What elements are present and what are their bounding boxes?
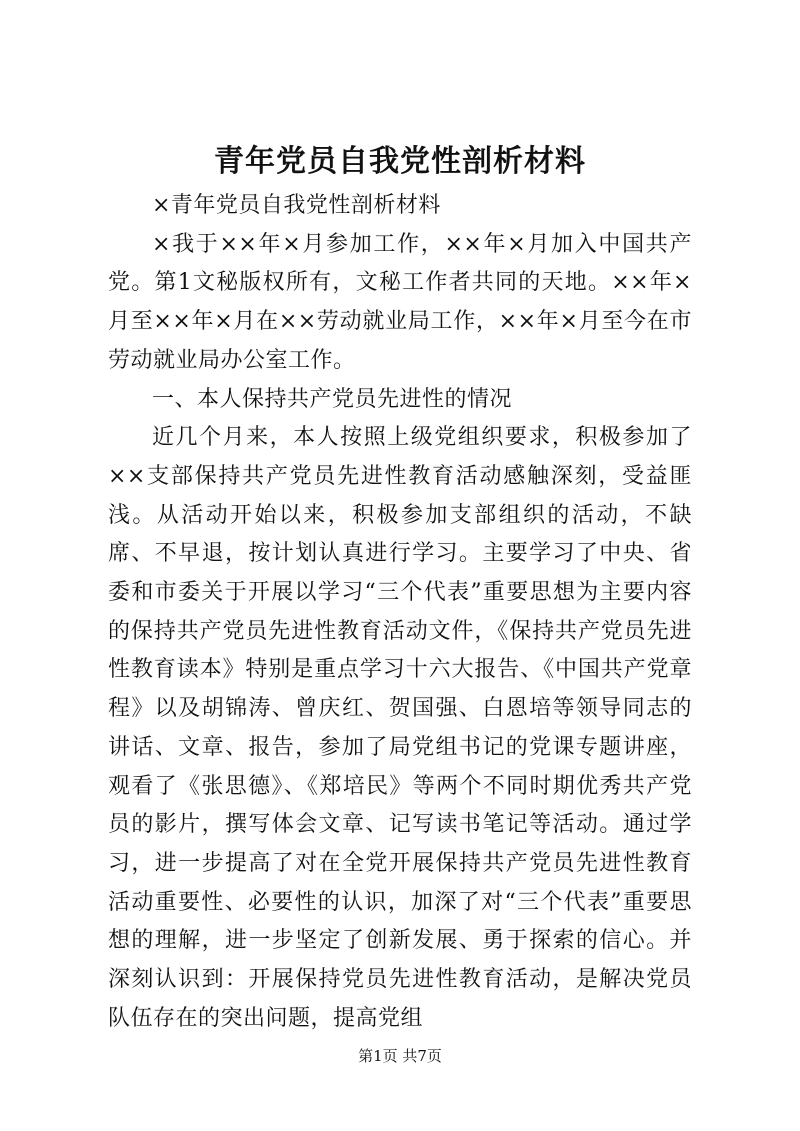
document-title: 青年党员自我党性剖析材料 (214, 144, 586, 179)
paragraph-subtitle: ×青年党员自我党性剖析材料 (152, 193, 441, 218)
page-footer: 第1页 共7页 (358, 1047, 442, 1065)
paragraph-study-activities: 近几个月来，本人按照上级党组织要求，积极参加了××支部保持共产党员先进性教育活动感触深刻，受益匪浅。从活动开始以来，积极参加支部组织的活动，不缺席、不早退，按计划认真进行学习。主要学习了中央、省委和市委关于开展以学习“三个代表”重要思想为主要内容的保持共产党员先进性教育活动文件，《保持共产党员先进性教育读本》特别是重点学习十六大报告、《中国共产党章程》以及胡锦涛、曾庆红、贺国强、白恩培等领导同志的讲话、文章、报告，参加了局党组书记的党课专题讲座，观看了《张思德》、《郑培民》等两个不同时期优秀共产党员的影片，撰写体会文章、记写读书笔记等活动。通过学习，进一步提高了对在全党开展保持共产党员先进性教育活动重要性、必要性的认识，加深了对“三个代表”重要思想的理解，进一步坚定了创新发展、勇于探索的信心。并深刻认识到：开展保持党员先进性教育活动，是解决党员队伍存在的突出问题，提高党组 (108, 425, 692, 1031)
paragraph-work-history: ×我于××年×月参加工作，××年×月加入中国共产党。第1文秘版权所有，文秘工作者共同的天地。××年×月至××年×月在××劳动就业局工作，××年×月至今在市劳动就业局办公室工作。 (108, 231, 692, 373)
section-heading: 一、本人保持共产党员先进性的情况 (152, 386, 513, 412)
document-body (108, 187, 692, 1038)
